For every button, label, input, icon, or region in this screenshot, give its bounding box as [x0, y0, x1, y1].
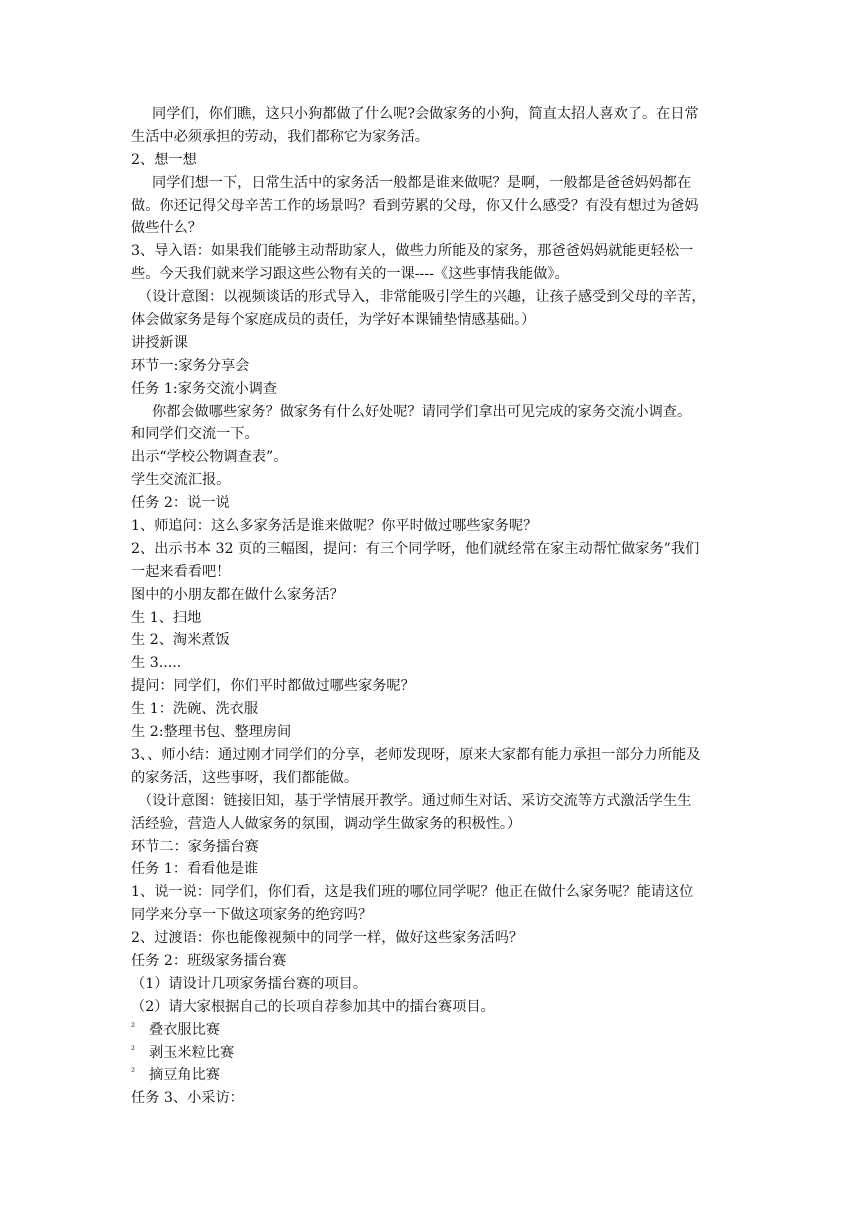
- line-text: 体会做家务是每个家庭成员的责任，为学好本课铺垫情感基础。）: [131, 312, 536, 329]
- line-text: 剥玉米粒比赛: [149, 1044, 235, 1061]
- line-text: 出示“学校公物调查表”。: [131, 449, 288, 466]
- text-line: [131, 836, 731, 859]
- text-line: [131, 927, 731, 950]
- text-line: [131, 217, 731, 240]
- text-line: [131, 126, 731, 149]
- text-line: [131, 401, 731, 424]
- line-text: 活经验，营造人人做家务的氛围，调动学生做家务的积极性。）: [131, 815, 522, 832]
- line-text: 生 3.....: [131, 655, 182, 672]
- bullet-list-item: [131, 1042, 731, 1065]
- text-line: [131, 721, 731, 744]
- line-text: 任务 1:家务交流小调查: [131, 380, 278, 397]
- text-line: [131, 652, 731, 675]
- line-text: 和同学们交流一下。: [131, 426, 259, 443]
- line-text: 讲授新课: [131, 334, 188, 351]
- text-line: [131, 355, 731, 378]
- text-line: [131, 561, 731, 584]
- line-text: 环节一:家务分享会: [131, 357, 250, 374]
- bullet-marker: ²: [131, 1067, 136, 1079]
- line-text: 2、过渡语：你也能像视频中的同学一样，做好这些家务活吗？: [131, 930, 524, 947]
- line-text: 2、想一想: [131, 151, 197, 168]
- text-line: [131, 950, 731, 973]
- line-text: （1）请设计几项家务擂台赛的项目。: [131, 975, 368, 992]
- line-text: 提问：同学们，你们平时都做过哪些家务呢？: [131, 678, 415, 695]
- text-line: [131, 538, 731, 561]
- text-line: [131, 332, 731, 355]
- bullet-list-item: [131, 1064, 731, 1087]
- text-line: [131, 446, 731, 469]
- text-line: [131, 263, 731, 286]
- document-body: [131, 103, 731, 1110]
- line-text: 任务 3、小采访：: [131, 1090, 244, 1107]
- text-line: [131, 584, 731, 607]
- line-text: 1、师追问：这么多家务活是谁来做呢？你平时做过哪些家务呢？: [131, 518, 538, 535]
- text-line: [131, 469, 731, 492]
- line-text: 生 2、淘米煮饭: [131, 632, 230, 649]
- line-text: 些。今天我们就来学习跟这些公物有关的一课----《这些事情我能做》。: [131, 266, 569, 283]
- line-text: 一起来看看吧！: [131, 563, 231, 580]
- line-text: 学生交流汇报。: [131, 472, 231, 489]
- line-text: 任务 2：班级家务擂台赛: [131, 952, 287, 969]
- text-line: [131, 492, 731, 515]
- text-line: [131, 515, 731, 538]
- line-text: 同学们，你们瞧，这只小狗都做了什么呢?会做家务的小狗，简直太招人喜欢了。在日常: [152, 106, 699, 122]
- line-text: （设计意图：以视频谈话的形式导入，非常能吸引学生的兴趣，让孩子感受到父母的辛苦，: [138, 289, 706, 306]
- line-text: 同学们想一下，日常生活中的家务活一般都是谁来做呢？是啊，一般都是爸爸妈妈都在: [152, 174, 692, 191]
- line-text: 做些什么？: [131, 220, 202, 237]
- text-line: [131, 149, 731, 172]
- line-text: 生 1：洗碗、洗衣服: [131, 701, 259, 718]
- text-line: [131, 309, 731, 332]
- line-text: 的家务活，这些事呀，我们都能做。: [131, 769, 359, 786]
- text-line: [131, 195, 731, 218]
- text-line: [131, 286, 731, 309]
- line-text: （2）请大家根据自己的长项自荐参加其中的擂台赛项目。: [131, 998, 495, 1015]
- text-line: [131, 240, 731, 263]
- text-line: [131, 904, 731, 927]
- line-text: 生 1、扫地: [131, 609, 202, 626]
- line-text: 叠衣服比赛: [149, 1021, 220, 1038]
- line-text: 生 2:整理书包、整理房间: [131, 724, 292, 741]
- text-line: [131, 767, 731, 790]
- text-line: [131, 790, 731, 813]
- text-line: [131, 698, 731, 721]
- line-text: （设计意图：链接旧知，基于学情展开教学。通过师生对话、采访交流等方式激活学生生: [138, 792, 692, 809]
- text-line: [131, 813, 731, 836]
- text-line: [131, 172, 731, 195]
- line-text: 你都会做哪些家务？做家务有什么好处呢？请同学们拿出可见完成的家务交流小调查。: [152, 403, 692, 420]
- bullet-marker: ²: [131, 1044, 136, 1056]
- bullet-list-item: [131, 1019, 731, 1042]
- text-line: [131, 1087, 731, 1110]
- text-line: [131, 103, 731, 126]
- text-line: [131, 378, 731, 401]
- text-line: [131, 973, 731, 996]
- line-text: 摘豆角比赛: [149, 1067, 220, 1084]
- line-text: 任务 1：看看他是谁: [131, 861, 259, 878]
- text-line: [131, 881, 731, 904]
- line-text: 3、、师小结：通过刚才同学们的分享，老师发现呀，原来大家都有能力承担一部分力所能及: [131, 746, 701, 763]
- text-line: [131, 744, 731, 767]
- line-text: 图中的小朋友都在做什么家务活？: [131, 586, 344, 603]
- line-text: 环节二：家务擂台赛: [131, 838, 259, 855]
- line-text: 任务 2：说一说: [131, 495, 230, 512]
- text-line: [131, 607, 731, 630]
- text-line: [131, 629, 731, 652]
- bullet-marker: ²: [131, 1021, 136, 1033]
- line-text: 做。你还记得父母辛苦工作的场景吗？看到劳累的父母，你又什么感受？有没有想过为爸妈: [131, 197, 699, 214]
- line-text: 1、说一说：同学们，你们看，这是我们班的哪位同学呢？他正在做什么家务呢？能请这位: [131, 884, 694, 901]
- text-line: [131, 675, 731, 698]
- line-text: 生活中必须承担的劳动，我们都称它为家务活。: [131, 128, 429, 145]
- text-line: [131, 423, 731, 446]
- text-line: [131, 996, 731, 1019]
- line-text: 3、导入语：如果我们能够主动帮助家人，做些力所能及的家务，那爸爸妈妈就能更轻松一: [131, 243, 694, 260]
- text-line: [131, 858, 731, 881]
- line-text: 2、出示书本 32 页的三幅图，提问：有三个同学呀，他们就经常在家主动帮忙做家务”我们: [131, 540, 700, 557]
- line-text: 同学来分享一下做这项家务的绝窍吗？: [131, 907, 373, 924]
